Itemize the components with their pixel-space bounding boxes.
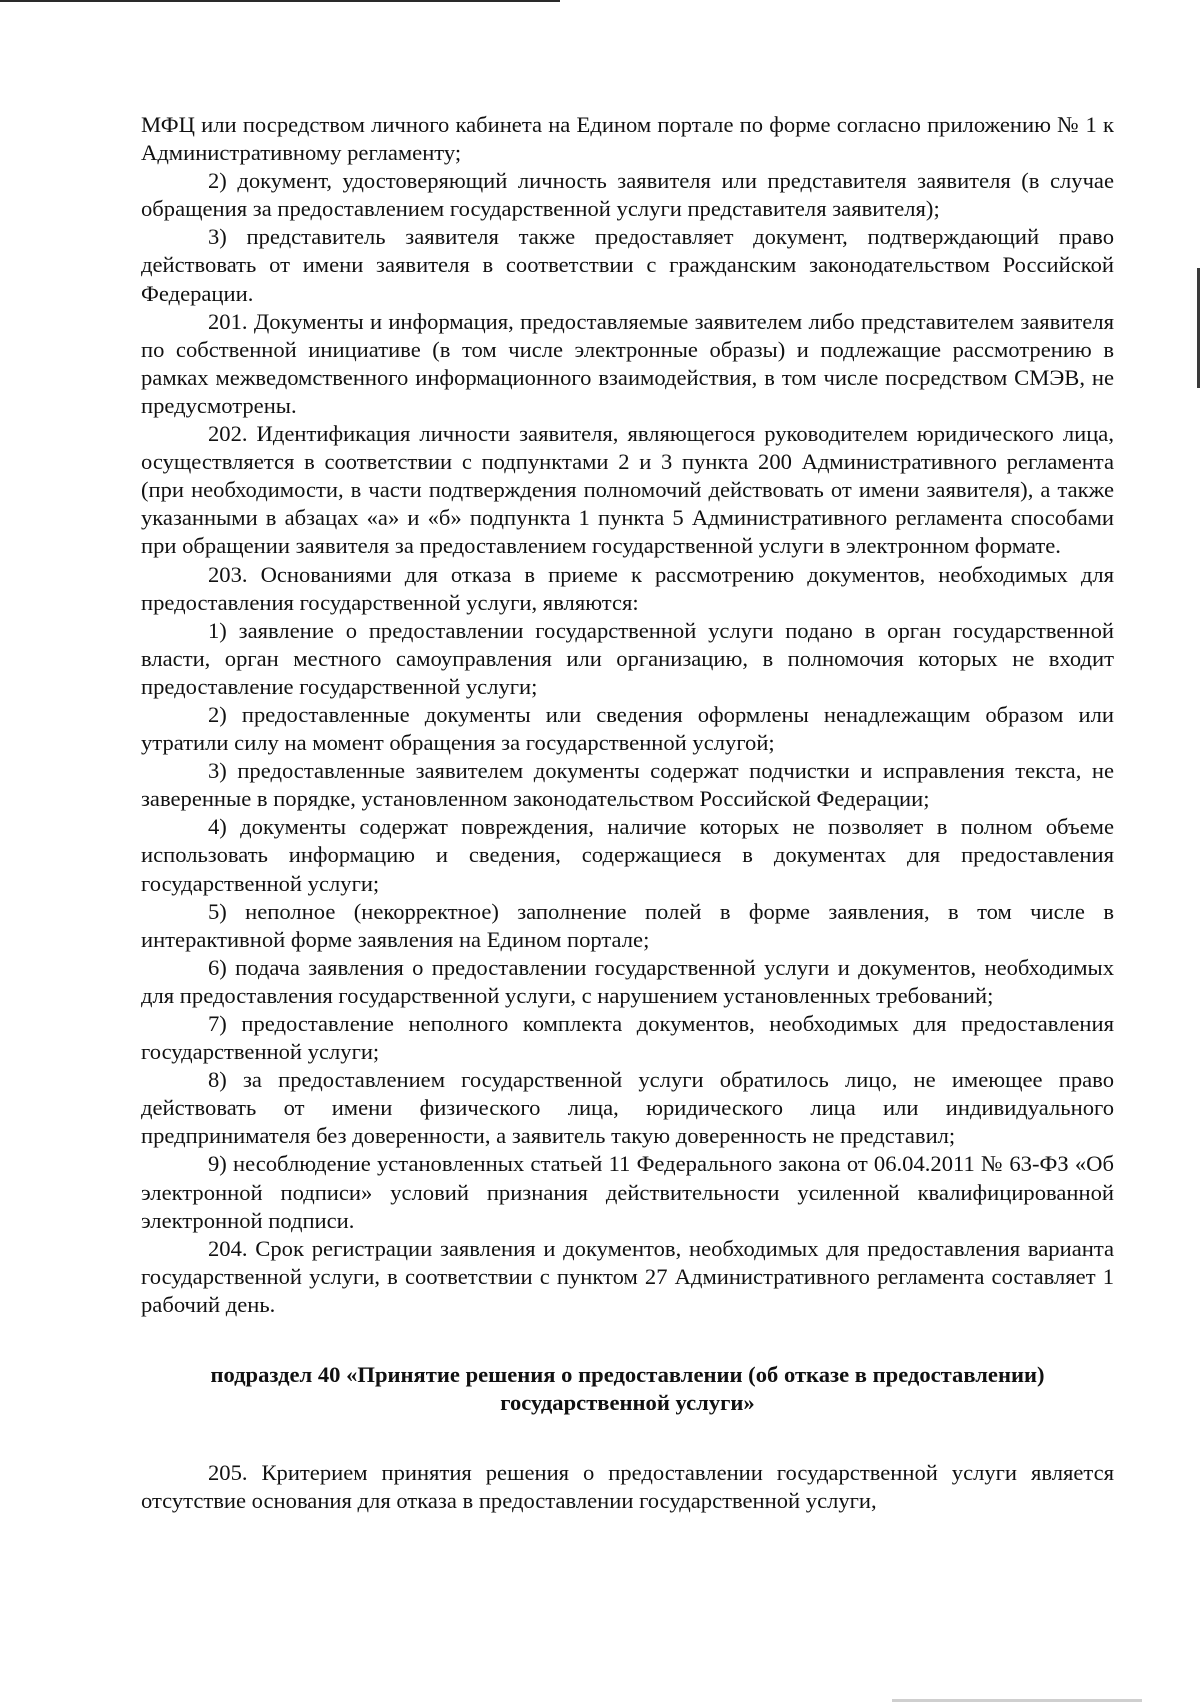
paragraph-203: 203. Основаниями для отказа в приеме к рассмотрению документов, необходимых для предоставления государственной услуги, являются:	[141, 561, 1114, 615]
paragraph-continuation: МФЦ или посредством личного кабинета на Едином портале по форме согласно приложению № 1 к Административному регламенту;	[141, 112, 1114, 166]
paragraph-203-item-8: 8) за предоставлением государственной услуги обратилось лицо, не имеющее право действовать от имени физического лица, юридического лица или индивидуального предпринимателя без доверенности, а заявитель такую доверенность не представил;	[141, 1067, 1114, 1149]
paragraph-203-item-6: 6) подача заявления о предоставлении государственной услуги и документов, необходимых для предоставления государственной услуги, с нарушением установленных требований;	[141, 954, 1114, 1008]
paragraph-204: 204. Срок регистрации заявления и документов, необходимых для предоставления варианта государственной услуги, в соответствии с пунктом 27 Административного регламента составляет 1 рабочий день.	[141, 1235, 1114, 1317]
paragraph-item-3: 3) представитель заявителя также предоставляет документ, подтверждающий право действовать от имени заявителя в соответствии с гражданским законодательством Российской Федерации.	[141, 224, 1114, 306]
section-spacer	[141, 1417, 1114, 1459]
paragraph-201: 201. Документы и информация, предоставляемые заявителем либо представителем заявителя по собственной инициативе (в том числе электронные образы) и подлежащие рассмотрению в рамках межведомственного информационного взаимодействия, в том числе посредством СМЭВ, не предусмотрены.	[141, 308, 1114, 418]
section-heading-line-1: подраздел 40 «Принятие решения о предоставлении (об отказе в предоставлении)	[210, 1362, 1045, 1388]
paragraph-203-item-2: 2) предоставленные документы или сведения оформлены ненадлежащим образом или утратили силу на момент обращения за государственной услугой;	[141, 701, 1114, 756]
section-heading-line-2: государственной услуги»	[500, 1390, 755, 1416]
paragraph-203-item-1: 1) заявление о предоставлении государственной услуги подано в орган государственной власти, орган местного самоуправления или организацию, в полномочия которых не входит предоставление государственной услуги;	[141, 617, 1114, 699]
section-heading	[141, 1361, 1114, 1417]
paragraph-203-item-7: 7) предоставление неполного комплекта документов, необходимых для предоставления государственной услуги;	[141, 1011, 1114, 1065]
paragraph-203-item-9: 9) несоблюдение установленных статьей 11 Федерального закона от 06.04.2011 № 63-ФЗ «Об электронной подписи» условий признания действительности усиленной квалифицированной электронной подписи.	[141, 1151, 1114, 1233]
paragraph-203-item-5: 5) неполное (некорректное) заполнение полей в форме заявления, в том числе в интерактивной форме заявления на Едином портале;	[141, 898, 1114, 952]
document-page	[141, 111, 1114, 1515]
paragraph-205: 205. Критерием принятия решения о предоставлении государственной услуги является отсутствие основания для отказа в предоставлении государственной услуги,	[141, 1460, 1114, 1514]
scan-top-edge-line	[0, 0, 560, 2]
paragraph-203-item-4: 4) документы содержат повреждения, наличие которых не позволяет в полном объеме использовать информацию и сведения, содержащиеся в документах для предоставления государственной услуги;	[141, 814, 1114, 896]
paragraph-202: 202. Идентификация личности заявителя, являющегося руководителем юридического лица, осуществляется в соответствии с подпунктами 2 и 3 пункта 200 Административного регламента (при необходимости, в части подтверждения полномочий действовать от имени заявителя), а также указанными в абзацах «а» и «б» подпункта 1 пункта 5 Административного регламента способами при обращении заявителя за предоставлением государственной услуги в электронном формате.	[141, 421, 1114, 559]
paragraph-item-2: 2) документ, удостоверяющий личность заявителя или представителя заявителя (в случае обращения за предоставлением государственной услуги представителя заявителя);	[141, 168, 1114, 222]
paragraph-203-item-3: 3) предоставленные заявителем документы содержат подчистки и исправления текста, не заверенные в порядке, установленном законодательством Российской Федерации;	[141, 758, 1114, 812]
